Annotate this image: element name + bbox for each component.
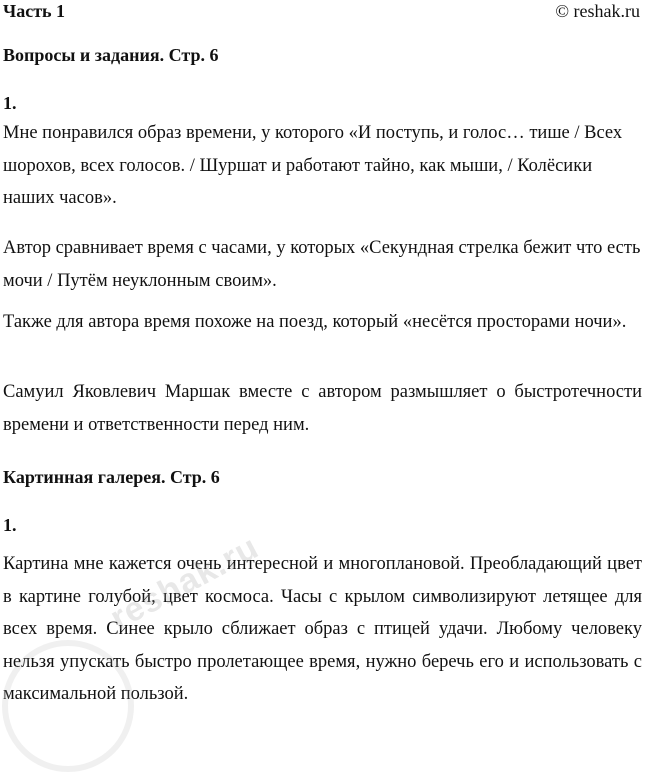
question-number: 1. — [3, 93, 17, 113]
answer-paragraph-1: Мне понравился образ времени, у которого «И поступь, и голос… тише / Всех шорохов, всех голосов. / Шуршат и работают тайно, как мыши, / Колёсики наших часов». — [3, 123, 623, 208]
answer-paragraph-2: Автор сравнивает время с часами, у которых «Секундная стрелка бежит что есть мочи / Путём неуклонным своим». — [3, 238, 641, 291]
section-heading-questions: Вопросы и задания. Стр. 6 — [3, 45, 219, 65]
gallery-answer-paragraph: Картина мне кажется очень интересной и многоплановой. Преобладающий цвет в картине голубой, цвет космоса. Часы с крылом символизируют летящее для всех время. Синее крыло сближает образ с птицей удачи. Любому человеку нельзя упускать быстро пролетающее время, нужно беречь его и использовать с максимальной пользой. — [3, 554, 642, 704]
section-heading-gallery: Картинная галерея. Стр. 6 — [3, 467, 220, 487]
watermark-logo: reshak.ru — [104, 527, 265, 638]
part-title: Часть 1 — [3, 1, 66, 21]
answer-paragraph-3: Также для автора время похоже на поезд, который «несётся просторами ночи». — [3, 312, 627, 332]
answer-paragraph-4: Самуил Яковлевич Маршак вместе с автором размышляет о быстротечности времени и ответственности перед ним. — [3, 382, 642, 435]
gallery-question-number: 1. — [3, 515, 17, 535]
copyright-label: © reshak.ru — [555, 1, 640, 21]
